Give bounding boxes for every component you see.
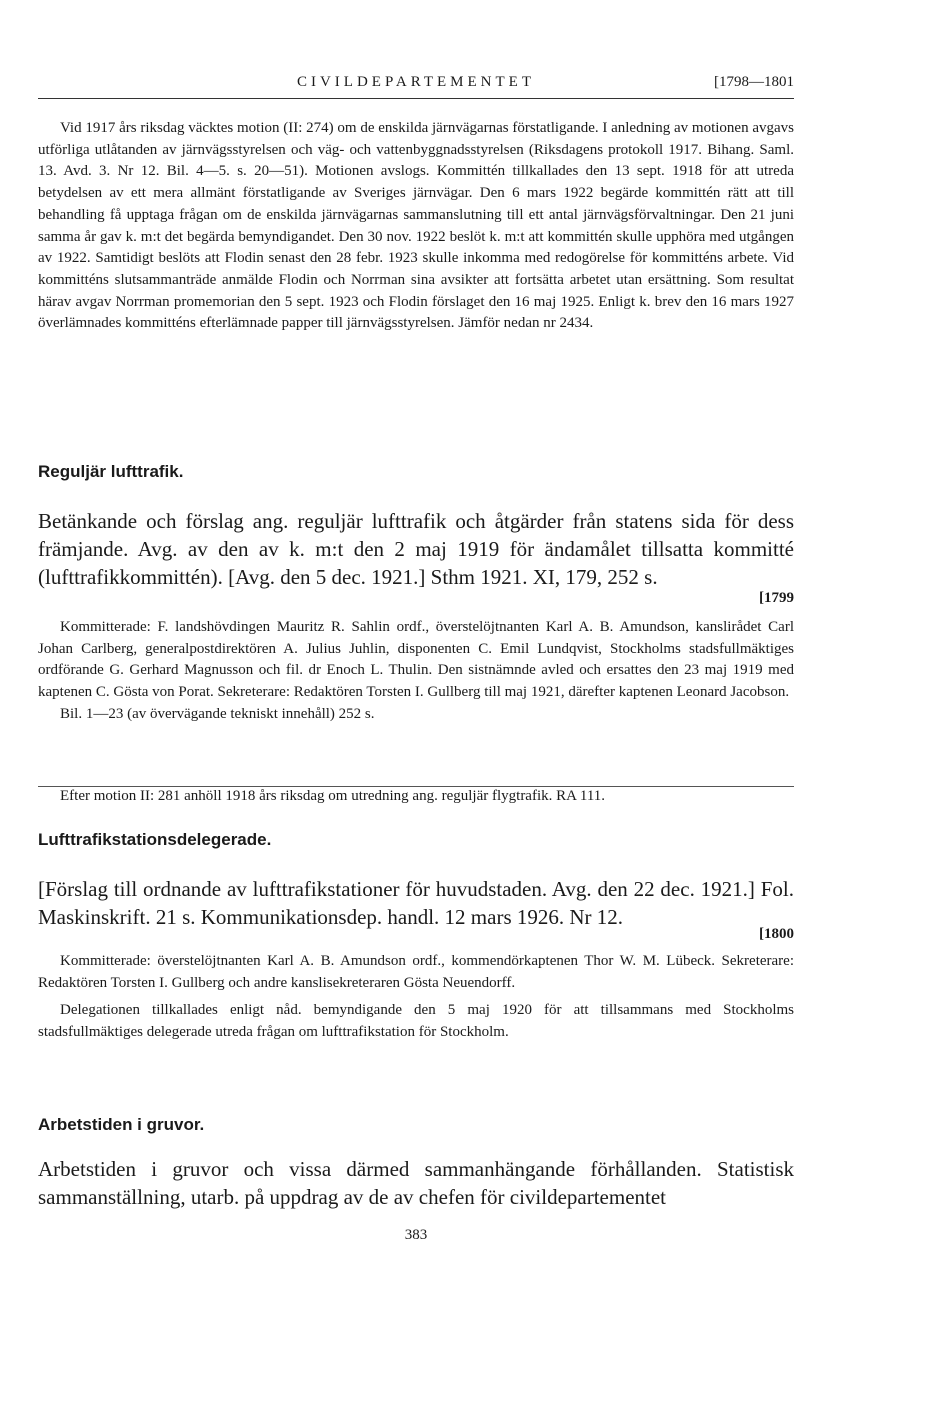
section1-members: Kommitterade: F. landshövdingen Mauritz R. Sahlin ordf., överstelöjtnanten Karl A. B. Amundson, kanslirådet Carl Johan Carlberg, generalpostdirektören A. Julius Juhlin, disponenten C. Emil Lundqvist, Stockholms stadsfullmäktiges ordförande G. Gerhard Magnusson och fil. dr Enoch L. Thulin. Den sistnämnde avled och ersattes den 23 maj 1919 med kaptenen C. Gösta von Porat. Sekreterare: Redaktören Torsten I. Gullberg till maj 1921, därefter kaptenen Leonard Jacobson.: [38, 619, 794, 701]
section2-members: Kommitterade: överstelöjtnanten Karl A. B. Amundson ordf., kommendörkaptenen Thor W. M. Lübeck. Sekreterare: Redaktören Torsten I. Gullberg och andre kanslisekreteraren Gösta Neuendorff.: [38, 953, 794, 991]
section1-note-wrap: [38, 786, 794, 808]
intro-section: [38, 118, 794, 335]
section3-entry: [38, 1155, 794, 1211]
section1-note: Efter motion II: 281 anhöll 1918 års riksdag om utredning ang. reguljär flygtrafik. RA 111.: [60, 788, 606, 804]
section-heading-lufttrafikstationsdelegerade: Lufttrafikstationsdelegerade.: [38, 830, 272, 849]
section2-title: [Förslag till ordnande av lufttrafikstationer för huvudstaden. Avg. den 22 dec. 1921.] Fol. Maskinskrift. 21 s. Kommunikationsdep. handl. 12 mars 1926. Nr 12.: [38, 877, 794, 929]
page-number: 383: [404, 1227, 428, 1243]
section3-title: Arbetstiden i gruvor och vissa därmed sammanhängande förhållanden. Statistisk sammanställning, utarb. på uppdrag av de av chefen för civildepartementet: [38, 1157, 794, 1209]
header-title: CIVILDEPARTEMENTET: [296, 74, 536, 90]
section1-details: [38, 617, 794, 726]
section2-ref-number: [1800: [759, 926, 794, 942]
section-heading-reguljar-lufttrafik: Reguljär lufttrafik.: [38, 462, 184, 481]
section2-note: Delegationen tillkallades enligt nåd. bemyndigande den 5 maj 1920 för att tillsammans med Stockholms stadsfullmäktiges delegerade utreda frågan om lufttrafikstation för Stockholm.: [38, 1002, 794, 1041]
running-header: [38, 72, 794, 99]
section1-title: Betänkande och förslag ang. reguljär lufttrafik och åtgärder från statens sida för dess främjande. Avg. av den av k. m:t den 2 maj 1919 för ändamålet tillsatta kommitté (lufttrafikkommittén). [Avg. den 5 dec. 1921.] Sthm 1921. XI, 179, 252 s.: [38, 509, 794, 589]
section-heading-arbetstiden-i-gruvor: Arbetstiden i gruvor.: [38, 1115, 205, 1134]
section2-details: [38, 951, 794, 1044]
section1-entry: [38, 507, 794, 591]
section2-entry: [38, 875, 794, 931]
intro-paragraph: Vid 1917 års riksdag väcktes motion (II: 274) om de enskilda järnvägarnas förstatligande. I anledning av motionen avgavs utförliga utlåtanden av järnvägsstyrelsen och väg- och vattenbyggnadsstyrelsen (Riksdagens protokoll 1917. Bihang. Saml. 13. Avd. 3. Nr 12. Bil. 4—5. s. 20—51). Motionen avslogs. Kommittén tillkallades den 13 sept. 1918 för att utreda betydelsen av ett mera allmänt förstatligande av Sveriges järnvägar. Den 6 mars 1922 begärde kommittén rätt att till behandling få upptaga frågan om de enskilda järnvägarnas sammanslutning till ett antal järnvägsförvaltningar. Den 21 juni samma år gav k. m:t det begärda bemyndigandet. Den 30 nov. 1922 beslöt k. m:t att kommittén skulle upphöra med utgången av 1922. Samtidigt beslöts att Flodin senast den 28 febr. 1923 skulle inkomma med redogörelse för kommitténs arbete. Vid kommitténs slutsammanträde anmälde Flodin och Norrman sina avsikter att fortsätta arbetet utan ersättning. Som resultat härav avgav Norrman promemorian den 5 sept. 1923 och Flodin förslaget den 16 maj 1925. Enligt k. brev den 16 mars 1927 överlämnades kommitténs efterlämnade papper till järnvägsstyrelsen. Jämför nedan nr 2434.: [38, 120, 794, 332]
section1-ref-number: [1799: [759, 590, 794, 606]
header-range: [1798—1801: [714, 74, 794, 90]
section1-bil: Bil. 1—23 (av övervägande tekniskt innehåll) 252 s.: [60, 705, 375, 722]
